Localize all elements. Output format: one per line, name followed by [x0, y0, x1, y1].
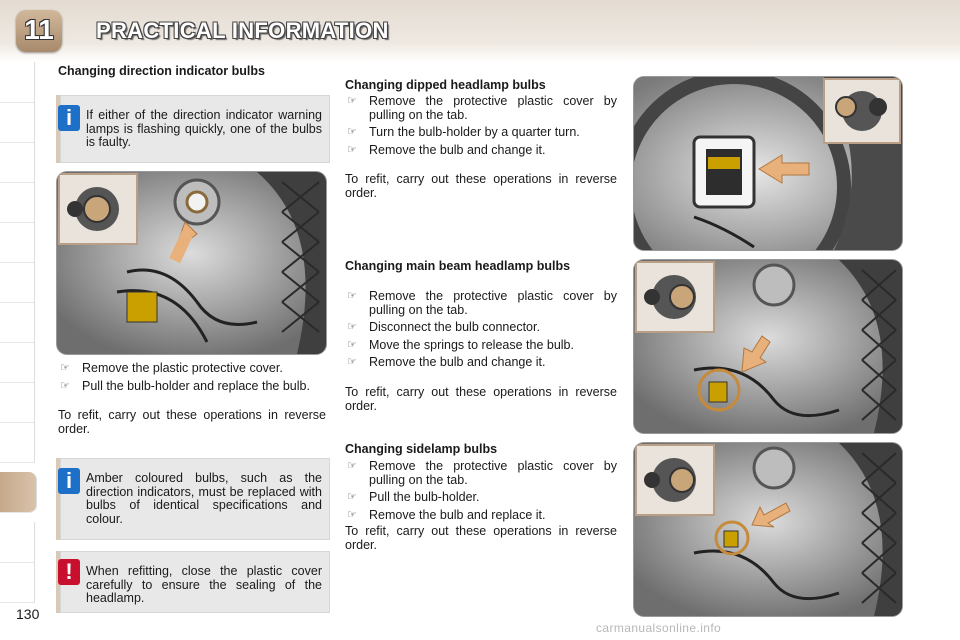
main-beam-steps — [345, 290, 617, 374]
chapter-badge — [16, 10, 62, 52]
chapter-tab[interactable] — [0, 262, 35, 303]
list-item: ☞ Pull the bulb-holder. — [347, 490, 480, 504]
info-icon: i — [58, 468, 80, 494]
info-box-faulty-bulb — [56, 95, 330, 163]
chapter-tab[interactable] — [0, 62, 35, 103]
info-icon: i — [58, 105, 80, 131]
warning-icon: ! — [58, 559, 80, 585]
hand-pointer-icon: ☞ — [60, 362, 70, 374]
chapter-tab[interactable] — [0, 422, 35, 463]
chapter-tab[interactable] — [0, 142, 35, 183]
main-beam-photo — [634, 260, 902, 433]
chapter-tab[interactable] — [0, 302, 35, 343]
direction-indicator-steps — [58, 362, 326, 397]
chapter-tab[interactable] — [0, 342, 35, 383]
list-item: ☞ Remove the bulb and change it. — [347, 142, 546, 157]
chapter-tab[interactable] — [0, 102, 35, 143]
list-item: ☞ Turn the bulb-holder by a quarter turn. — [347, 125, 580, 139]
list-item: ☞ Remove the protective plastic cover by pulling on the tab. — [347, 289, 617, 317]
list-item: ☞ Remove the protective plastic cover by pulling on the tab. — [347, 94, 617, 122]
page-number: 130 — [16, 606, 40, 622]
chapter-tab[interactable] — [0, 182, 35, 223]
warning-box-cover — [56, 551, 330, 613]
refit-instruction: To refit, carry out these operations in reverse order. — [345, 172, 617, 200]
hand-pointer-icon: ☞ — [347, 321, 357, 333]
list-item: ☞ Move the springs to release the bulb. — [347, 337, 574, 352]
sidelamp-steps — [345, 460, 617, 526]
page-title: PRACTICAL INFORMATION — [96, 18, 389, 43]
hand-pointer-icon: ☞ — [60, 379, 70, 392]
direction-indicator-photo — [57, 172, 326, 354]
hand-pointer-icon: ☞ — [347, 290, 357, 302]
sidelamp-title: Changing sidelamp bulbs — [345, 442, 498, 456]
chapter-tabs-rail — [0, 62, 36, 640]
dipped-headlamp-title: Changing dipped headlamp bulbs — [345, 78, 546, 92]
info-box-amber-bulbs — [56, 458, 330, 540]
list-item: ☞ Remove the plastic protective cover. — [60, 361, 283, 375]
dipped-headlamp-photo — [634, 77, 902, 250]
dipped-headlamp-steps — [345, 95, 617, 161]
hand-pointer-icon: ☞ — [347, 491, 357, 503]
sidelamp-photo — [634, 443, 902, 616]
info-box-text: If either of the direction indicator warning lamps is flashing quickly, one of the bulbs is faulty. — [86, 108, 322, 149]
list-item: ☞ Pull the bulb-holder and replace the bulb. — [60, 378, 310, 393]
hand-pointer-icon: ☞ — [347, 95, 357, 107]
list-item: ☞ Remove the protective plastic cover by pulling on the tab. — [347, 459, 617, 487]
list-item: ☞ Disconnect the bulb connector. — [347, 320, 540, 334]
hand-pointer-icon: ☞ — [347, 460, 357, 472]
chapter-number: 11 — [24, 14, 54, 45]
warning-box-text: When refitting, close the plastic cover carefully to ensure the sealing of the headlamp. — [86, 564, 322, 605]
refit-instruction: To refit, carry out these operations in reverse order. — [345, 385, 617, 413]
chapter-tab-active[interactable] — [0, 472, 37, 513]
refit-instruction: To refit, carry out these operations in reverse order. — [345, 524, 617, 552]
hand-pointer-icon: ☞ — [347, 126, 357, 138]
list-item: ☞ Remove the bulb and change it. — [347, 355, 546, 369]
list-item: ☞ Remove the bulb and replace it. — [347, 507, 546, 522]
hand-pointer-icon: ☞ — [347, 338, 357, 351]
hand-pointer-icon: ☞ — [347, 508, 357, 521]
hand-pointer-icon: ☞ — [347, 143, 357, 156]
refit-instruction: To refit, carry out these operations in reverse order. — [58, 408, 326, 436]
chapter-tab[interactable] — [0, 522, 35, 563]
direction-indicator-title: Changing direction indicator bulbs — [58, 64, 265, 78]
chapter-tab[interactable] — [0, 382, 35, 423]
watermark: carmanualsonline.info — [596, 621, 722, 635]
chapter-tab[interactable] — [0, 222, 35, 263]
main-beam-title: Changing main beam headlamp bulbs — [345, 259, 571, 273]
hand-pointer-icon: ☞ — [347, 356, 357, 368]
chapter-tab[interactable] — [0, 562, 35, 603]
info-box-text: Amber coloured bulbs, such as the direction indicators, must be replaced with bulbs of identical specifications and colour. — [86, 471, 322, 526]
